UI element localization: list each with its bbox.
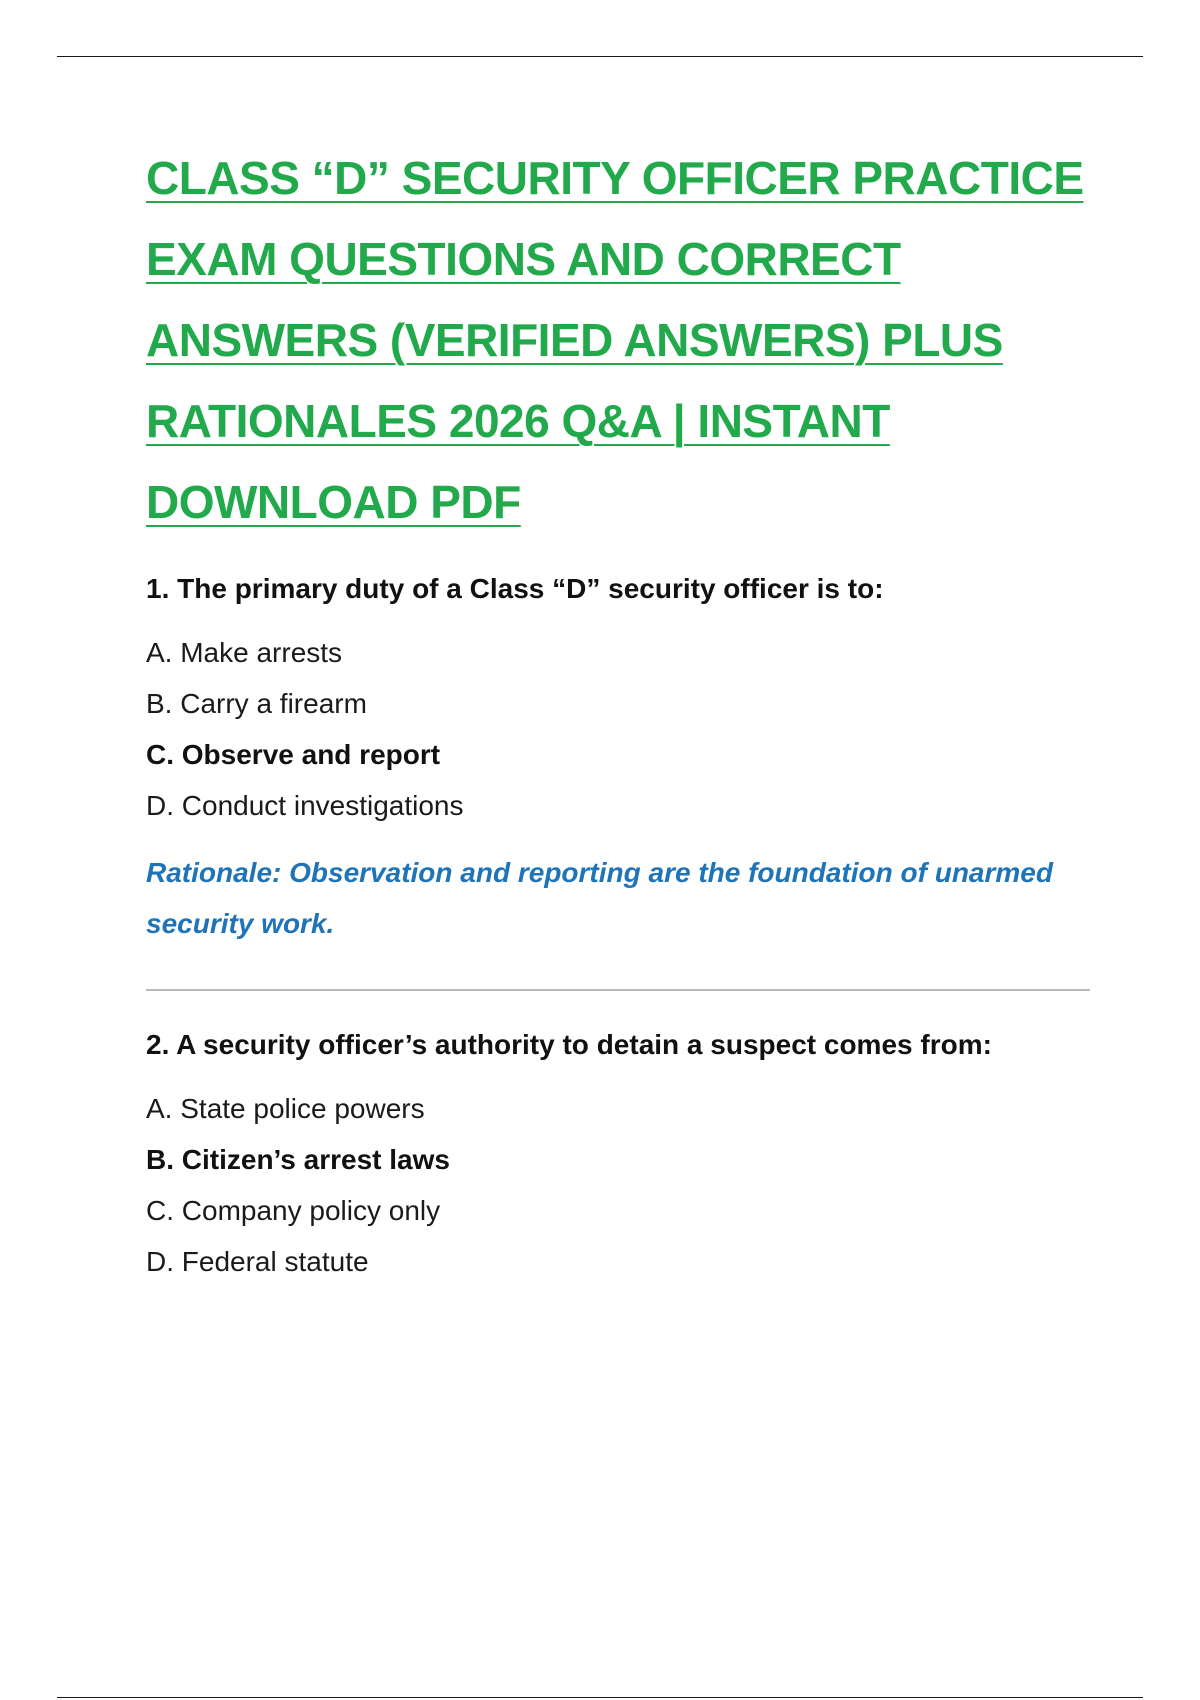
document-body	[146, 138, 1096, 1287]
question-1	[146, 563, 1096, 949]
answer-option: D. Federal statute	[146, 1246, 369, 1277]
rationale-text: Rationale: Observation and reporting are the foundation of unarmed security work.	[146, 857, 1053, 939]
question-prompt: 1. The primary duty of a Class “D” security officer is to:	[146, 573, 884, 604]
question-separator	[146, 989, 1090, 991]
answer-options	[146, 1083, 1096, 1287]
correct-answer-option: B. Citizen’s arrest laws	[146, 1144, 450, 1175]
answer-options	[146, 627, 1096, 831]
answer-option: C. Company policy only	[146, 1195, 441, 1226]
answer-option: A. State police powers	[146, 1093, 425, 1124]
answer-option: A. Make arrests	[146, 637, 343, 668]
answer-option: B. Carry a firearm	[146, 688, 367, 719]
document-title: CLASS “D” SECURITY OFFICER PRACTICE EXAM QUESTIONS AND CORRECT ANSWERS (VERIFIED ANSWERS) PLUS RATIONALES 2026 Q&A | INSTANT DOWNLOAD PDF	[146, 152, 1084, 528]
footer-rule	[57, 1697, 1143, 1698]
question-2	[146, 1019, 1096, 1287]
header-rule	[57, 56, 1143, 57]
answer-option: D. Conduct investigations	[146, 790, 464, 821]
correct-answer-option: C. Observe and report	[146, 739, 441, 770]
question-prompt: 2. A security officer’s authority to detain a suspect comes from:	[146, 1029, 992, 1060]
